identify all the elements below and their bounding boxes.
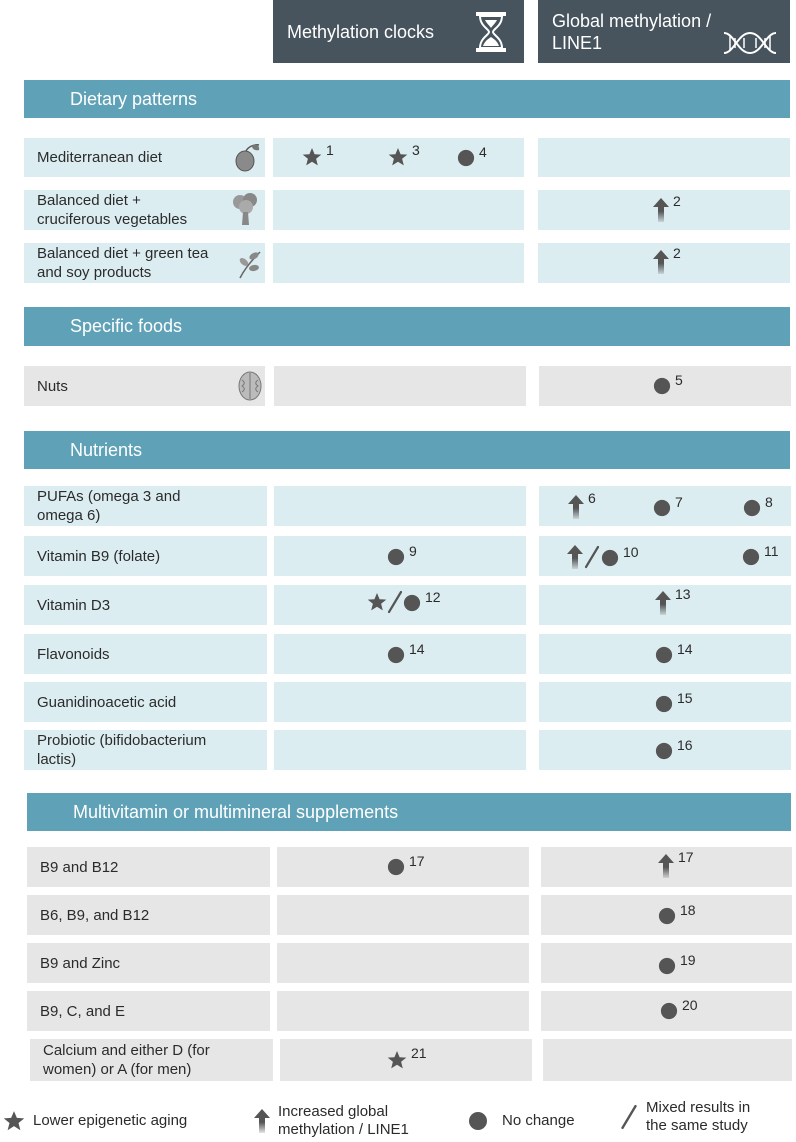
row-label-text: Mediterranean diet — [37, 149, 163, 166]
reference-number: 14 — [409, 641, 425, 657]
reference-number: 2 — [673, 245, 681, 261]
reference-number: 3 — [412, 142, 420, 158]
row-label-vitamin-d3 — [24, 585, 267, 625]
row-label-text: Flavonoids — [37, 645, 110, 663]
row-label-text: B9 and B12 — [40, 858, 119, 876]
row-label-line: PUFAs (omega 3 and — [37, 488, 181, 505]
reference-number: 9 — [409, 543, 417, 559]
cell-cruciferous-clocks — [273, 190, 524, 230]
dot-icon — [655, 695, 673, 713]
row-label-text — [37, 487, 180, 525]
row-label-text — [43, 1041, 210, 1079]
row-label-text: B9 and Zinc — [40, 954, 121, 972]
reference-number: 16 — [677, 737, 693, 753]
reference-number: 20 — [682, 997, 698, 1013]
marker-lower-aging — [388, 142, 420, 167]
cell-guanidinoacetic-clocks — [274, 682, 526, 722]
marker-mixed-results — [367, 590, 441, 614]
legend-label — [278, 1103, 409, 1139]
row-label-text: Vitamin D3 — [37, 596, 111, 614]
reference-number: 17 — [678, 849, 694, 865]
row-label-vitamin-b9 — [24, 536, 267, 576]
row-label-line: Probiotic (bifidobacterium — [37, 732, 207, 749]
dot-icon — [601, 549, 619, 567]
slash-icon — [584, 545, 600, 569]
marker-no-change — [387, 543, 417, 566]
dot-icon — [468, 1111, 488, 1131]
arrow-up-icon — [568, 495, 584, 519]
cell-green-tea-clocks — [273, 243, 524, 283]
dot-icon — [742, 548, 760, 566]
reference-number: 12 — [425, 589, 441, 605]
marker-no-change — [658, 952, 696, 975]
marker-no-change — [660, 997, 698, 1020]
dot-icon — [387, 858, 405, 876]
marker-no-change — [653, 372, 683, 395]
row-label-line: and soy products — [37, 264, 152, 281]
column-title-global-line2: LINE1 — [552, 33, 603, 53]
row-label-line: Balanced diet + — [37, 192, 141, 209]
row-label-text — [37, 731, 206, 769]
dot-icon — [387, 548, 405, 566]
section-dietary-patterns: Dietary patterns — [24, 80, 790, 118]
marker-no-change — [457, 144, 487, 167]
column-header-methylation-clocks — [273, 0, 524, 63]
cell-b6b9b12-clocks — [277, 895, 529, 935]
section-supplements: Multivitamin or multimineral supplements — [27, 793, 791, 831]
row-label-line: omega 6) — [37, 507, 101, 524]
row-label-calcium — [30, 1039, 273, 1081]
marker-increased-methylation — [655, 586, 691, 615]
dot-icon — [387, 646, 405, 664]
marker-lower-aging — [387, 1045, 427, 1070]
row-label-b9-c-e — [27, 991, 270, 1031]
reference-number: 19 — [680, 952, 696, 968]
arrow-up-icon — [254, 1109, 270, 1133]
row-label-pufas — [24, 486, 267, 526]
marker-no-change — [387, 853, 425, 876]
row-label-text — [37, 244, 208, 282]
legend-label: Lower epigenetic aging — [33, 1112, 188, 1129]
reference-number: 10 — [623, 544, 639, 560]
marker-no-change — [655, 737, 693, 760]
marker-no-change — [387, 641, 425, 664]
row-label-text: Nuts — [37, 377, 68, 395]
dot-icon — [655, 646, 673, 664]
reference-number: 2 — [673, 193, 681, 209]
row-label-nuts — [24, 366, 265, 406]
legend-mixed-results — [620, 1099, 750, 1135]
slash-icon — [387, 590, 403, 614]
marker-increased-methylation — [658, 849, 694, 878]
marker-no-change — [653, 494, 683, 517]
row-label-text: Vitamin B9 (folate) — [37, 547, 161, 565]
legend-label-line: the same study — [646, 1117, 748, 1134]
broccoli-icon — [230, 192, 262, 228]
dot-icon — [653, 499, 671, 517]
tea-leaf-icon — [234, 248, 264, 280]
row-label-line: women) or A (for men) — [43, 1061, 192, 1078]
legend-no-change — [468, 1111, 575, 1131]
reference-number: 1 — [326, 142, 334, 158]
star-icon — [3, 1110, 25, 1132]
row-label-probiotic — [24, 730, 267, 770]
marker-increased-methylation — [653, 193, 681, 222]
marker-increased-methylation — [568, 490, 596, 519]
arrow-up-icon — [567, 545, 583, 569]
dot-icon — [403, 594, 421, 612]
cell-pufas-clocks — [274, 486, 526, 526]
column-title-global-line1: Global methylation / — [552, 11, 712, 31]
arrow-up-icon — [658, 854, 674, 878]
marker-no-change — [743, 494, 773, 517]
row-label-green-tea — [24, 243, 265, 283]
legend-label-line: Mixed results in — [646, 1099, 751, 1116]
cell-b9ce-clocks — [277, 991, 529, 1031]
reference-number: 15 — [677, 690, 693, 706]
column-header-global-methylation — [538, 0, 790, 63]
reference-number: 18 — [680, 902, 696, 918]
legend-label-line: methylation / LINE1 — [278, 1121, 409, 1138]
cell-mediterranean-global — [538, 138, 790, 177]
reference-number: 14 — [677, 641, 693, 657]
section-specific-foods: Specific foods — [24, 307, 790, 346]
section-nutrients: Nutrients — [24, 431, 790, 469]
marker-increased-methylation — [653, 245, 681, 274]
column-title-methylation-clocks: Methylation clocks — [287, 22, 435, 42]
reference-number: 21 — [411, 1045, 427, 1061]
reference-number: 5 — [675, 372, 683, 388]
legend-label-line: Increased global — [278, 1103, 389, 1120]
row-label-text: B6, B9, and B12 — [40, 906, 150, 924]
marker-no-change — [658, 902, 696, 925]
row-label-b9-zinc — [27, 943, 270, 983]
row-label-line: cruciferous vegetables — [37, 211, 188, 228]
row-label-line: Balanced diet + green tea — [37, 245, 209, 262]
legend-increased-methylation — [254, 1103, 409, 1139]
dot-icon — [658, 957, 676, 975]
star-icon — [367, 592, 387, 612]
legend-lower-epigenetic-aging — [3, 1110, 187, 1132]
reference-number: 6 — [588, 490, 596, 506]
arrow-up-icon — [655, 591, 671, 615]
row-label-mediterranean-diet — [24, 138, 265, 177]
reference-number: 11 — [764, 543, 779, 559]
hourglass-icon — [473, 10, 509, 54]
walnut-icon — [236, 370, 264, 402]
legend-label: No change — [502, 1112, 575, 1129]
arrow-up-icon — [653, 250, 669, 274]
reference-number: 8 — [765, 494, 773, 510]
row-label-b6-b9-b12 — [27, 895, 270, 935]
olive-icon — [232, 142, 262, 174]
row-label-b9-b12 — [27, 847, 270, 887]
row-label-line: Calcium and either D (for — [43, 1042, 210, 1059]
dna-icon — [722, 28, 778, 58]
cell-nuts-clocks — [274, 366, 526, 406]
row-label-flavonoids — [24, 634, 267, 674]
marker-mixed-results — [567, 545, 639, 569]
reference-number: 17 — [409, 853, 425, 869]
reference-number: 4 — [479, 144, 487, 160]
marker-no-change — [655, 690, 693, 713]
cell-b9zinc-clocks — [277, 943, 529, 983]
marker-no-change — [742, 543, 779, 566]
dot-icon — [457, 149, 475, 167]
dot-icon — [660, 1002, 678, 1020]
star-icon — [302, 147, 322, 167]
marker-lower-aging — [302, 142, 334, 167]
star-icon — [388, 147, 408, 167]
row-label-line: lactis) — [37, 751, 77, 768]
row-label-text: Guanidinoacetic acid — [37, 693, 177, 711]
star-icon — [387, 1050, 407, 1070]
legend-label — [646, 1099, 750, 1135]
marker-no-change — [655, 641, 693, 664]
row-label-text — [37, 191, 187, 229]
dot-icon — [658, 907, 676, 925]
dot-icon — [743, 499, 761, 517]
reference-number: 13 — [675, 586, 691, 602]
row-label-cruciferous — [24, 190, 265, 230]
row-label-text: B9, C, and E — [40, 1002, 126, 1020]
dot-icon — [653, 377, 671, 395]
cell-calcium-global — [543, 1039, 792, 1081]
row-label-guanidinoacetic-acid — [24, 682, 267, 722]
dot-icon — [655, 742, 673, 760]
arrow-up-icon — [653, 198, 669, 222]
cell-probiotic-clocks — [274, 730, 526, 770]
reference-number: 7 — [675, 494, 683, 510]
slash-icon — [620, 1104, 638, 1130]
